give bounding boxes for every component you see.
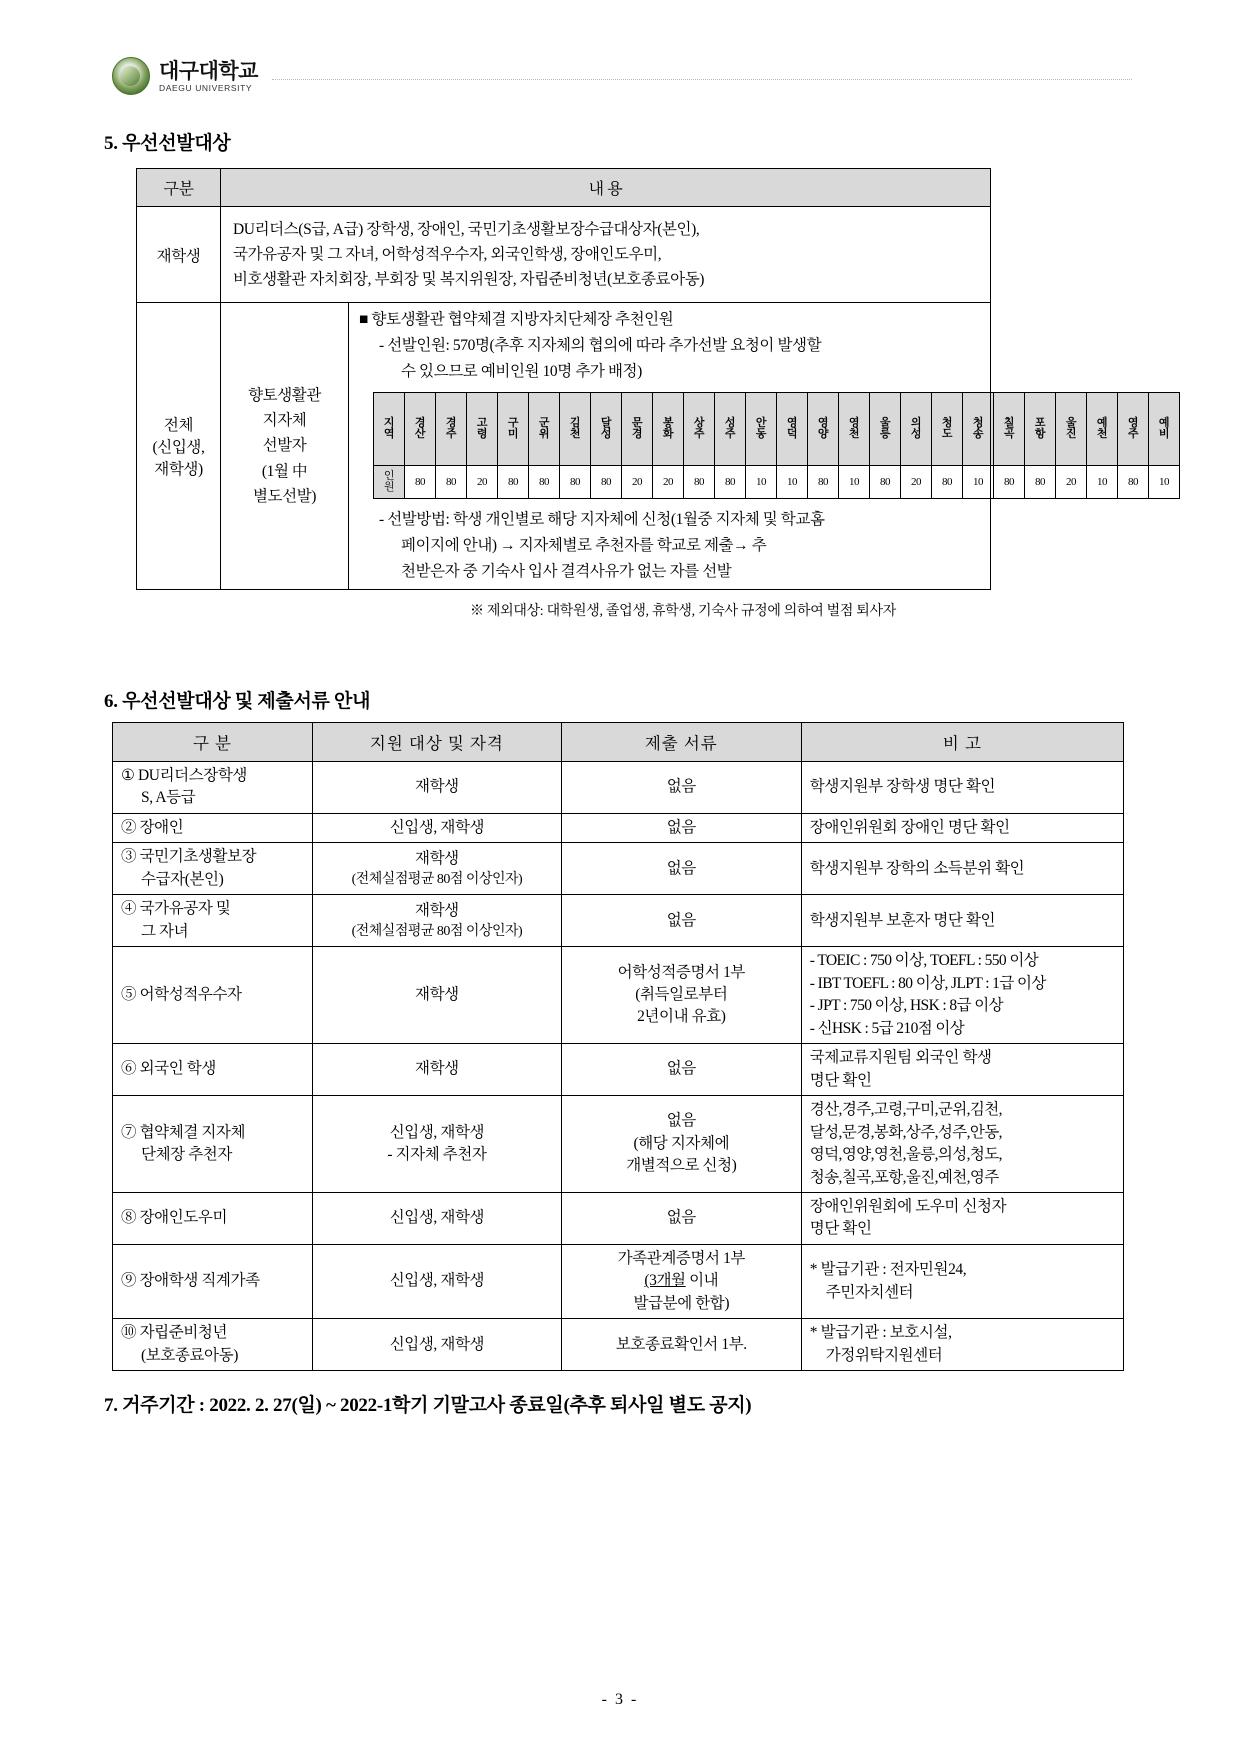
table-row [113, 947, 1124, 1044]
row-docs-2: 없음 [561, 813, 801, 842]
quota-cell: 80 [994, 466, 1025, 499]
sublabel-line-4: (1월 中 [261, 462, 308, 480]
item-text: 어학성적우수자 [139, 985, 242, 1003]
docs-line-3: 개별적으로 신청) [626, 1157, 737, 1175]
table-row [113, 1096, 1124, 1193]
quota-cell: 10 [1087, 466, 1118, 499]
quota-cell: 10 [963, 466, 994, 499]
section-5-title: 5. 우선선발대상 [104, 133, 231, 154]
selection-method-head: - 선발방법: 학생 개인별로 해당 지자체에 신청(1월중 지자체 및 학교홈 [379, 511, 825, 529]
item-text: DU리더스장학생 [137, 767, 248, 784]
enrolled-line-3: 비호생활관 자치회장, 부회장 및 복지위원장, 자립준비청년(보호종료아동) [233, 271, 705, 289]
table-row [113, 762, 1124, 814]
region-cell: 영주 [1118, 393, 1149, 466]
region-cell: 울릉 [870, 393, 901, 466]
document-header [112, 52, 1132, 100]
row-target-3 [312, 843, 561, 895]
table-header-row [137, 169, 991, 207]
region-cell: 의성 [901, 393, 932, 466]
enrolled-line-2: 국가유공자 및 그 자녀, 어학성적우수자, 외국인학생, 장애인도우미, [233, 246, 662, 264]
row-note-8 [801, 1192, 1123, 1244]
row-item-1 [113, 762, 313, 814]
row-item-2 [113, 813, 313, 842]
docs-line-2: (취득일로부터 [635, 985, 728, 1003]
item-line-1 [121, 765, 306, 787]
docs-line-1: 없음 [666, 1112, 696, 1130]
item-text: 장애인 [139, 818, 184, 836]
row-target-8: 신입생, 재학생 [312, 1192, 561, 1244]
region-cell: 청송 [963, 393, 994, 466]
selection-count-cont: 수 있으므로 예비인원 10명 추가 배정) [401, 362, 642, 380]
quota-cell: 80 [1118, 466, 1149, 499]
quota-cell: 80 [529, 466, 560, 499]
row-target-6: 재학생 [312, 1044, 561, 1096]
row-docs-4: 없음 [561, 895, 801, 947]
priority-selection-table [136, 168, 1170, 590]
row-target-9: 신입생, 재학생 [312, 1244, 561, 1318]
item-text: 자립준비청년 [139, 1324, 228, 1342]
selection-method-line-3: 천받은자 중 기숙사 입사 결격사유가 없는 자를 선발 [401, 562, 732, 580]
item-line-2: (보호종료아동) [141, 1346, 238, 1364]
row-note-6 [801, 1044, 1123, 1096]
university-name-ko: 대구대학교 [159, 58, 258, 83]
target-line-2: (전체실점평균 80점 이상인자) [351, 924, 523, 940]
row-item-6 [113, 1044, 313, 1096]
item-number: ⑧ [121, 1209, 137, 1227]
region-cell: 영양 [808, 393, 839, 466]
item-text: 국가유공자 및 [139, 900, 231, 918]
row-docs-5 [561, 947, 801, 1044]
quota-cell: 10 [777, 466, 808, 499]
bullet-selection-method [357, 507, 982, 584]
quota-cell: 20 [622, 466, 653, 499]
target-line-1: 재학생 [415, 901, 459, 919]
docs-line-2-underlined: (3개월 [644, 1272, 686, 1290]
region-cell: 울진 [1056, 393, 1087, 466]
region-cell: 청도 [932, 393, 963, 466]
row-docs-10: 보호종료확인서 1부. [561, 1319, 801, 1371]
item-number: ⑥ [121, 1060, 137, 1078]
col-header-eligibility: 지원 대상 및 자격 [312, 723, 561, 762]
quota-cell: 10 [1149, 466, 1180, 499]
row-note-3: 학생지원부 장학의 소득분위 확인 [801, 843, 1123, 895]
region-cell: 경산 [405, 393, 436, 466]
quota-cell: 10 [839, 466, 870, 499]
region-cell: 봉화 [653, 393, 684, 466]
row-docs-6: 없음 [561, 1044, 801, 1096]
row-note-7 [801, 1096, 1123, 1193]
note-line-1: 경산,경주,고령,구미,군위,김천, [809, 1101, 1002, 1119]
table-row [113, 843, 1124, 895]
table-row-all [137, 303, 991, 589]
note-line-3: - JPT : 750 이상, HSK : 8급 이상 [809, 997, 1003, 1015]
region-cell: 포항 [1025, 393, 1056, 466]
table-row [113, 1244, 1124, 1318]
docs-line-3: 2년이내 유효) [637, 1008, 726, 1026]
page-number: - 3 - [601, 1691, 639, 1708]
row-docs-3: 없음 [561, 843, 801, 895]
university-name-en: DAEGU UNIVERSITY [159, 82, 253, 93]
quota-cell: 20 [653, 466, 684, 499]
section-7-title: 7. 거주기간 : 2022. 2. 27(일) ~ 2022-1학기 기말고사 종료일(추후 퇴사일 별도 공지) [104, 1395, 752, 1416]
row-target-5: 재학생 [312, 947, 561, 1044]
item-text: 외국인 학생 [139, 1060, 216, 1078]
sublabel-line-1: 향토생활관 [248, 387, 321, 405]
target-line-1: 재학생 [415, 849, 459, 867]
item-line-2: 단체장 추천자 [141, 1146, 232, 1164]
col-header-documents: 제출 서류 [561, 723, 801, 762]
row-label-all [137, 303, 221, 589]
region-cell: 경주 [436, 393, 467, 466]
region-cell: 성주 [715, 393, 746, 466]
table-row [113, 813, 1124, 842]
region-cell: 안동 [746, 393, 777, 466]
row-item-4 [113, 895, 313, 947]
item-line-1 [121, 1207, 306, 1229]
item-line-1 [121, 1322, 306, 1344]
item-number: ② [121, 818, 137, 836]
item-line-1 [121, 1270, 306, 1292]
quota-cell: 80 [715, 466, 746, 499]
quota-cell: 80 [405, 466, 436, 499]
region-cell: 예비 [1149, 393, 1180, 466]
item-number: ⑨ [121, 1272, 137, 1290]
note-line-2: 달성,문경,봉화,상주,성주,안동, [809, 1123, 1002, 1141]
row-item-7 [113, 1096, 313, 1193]
table-row-enrolled [137, 207, 991, 303]
row-target-10: 신입생, 재학생 [312, 1319, 561, 1371]
selection-method-line-2: 페이지에 안내) → 지자체별로 추천자를 학교로 제출→ 추 [401, 537, 767, 555]
university-logo-icon [112, 57, 150, 95]
row-docs-7 [561, 1096, 801, 1193]
region-cell: 영천 [839, 393, 870, 466]
region-cell: 군위 [529, 393, 560, 466]
row-item-5 [113, 947, 313, 1044]
documents-guide-table [112, 722, 1124, 1371]
docs-line-2: (해당 지자체에 [633, 1134, 730, 1152]
col-header-content: 내 용 [221, 169, 991, 207]
item-number: ⑩ [121, 1324, 137, 1342]
table-row [113, 895, 1124, 947]
quota-cell: 80 [436, 466, 467, 499]
row-docs-1: 없음 [561, 762, 801, 814]
item-line-2: S, A등급 [141, 789, 196, 807]
note-line-2: 명단 확인 [809, 1220, 872, 1238]
item-number: ④ [121, 900, 137, 918]
docs-line-1: 가족관계증명서 1부 [617, 1249, 746, 1267]
item-line-1 [121, 898, 306, 920]
region-cell: 예천 [1087, 393, 1118, 466]
docs-line-1: 어학성적증명서 1부 [617, 963, 746, 981]
row-docs-9 [561, 1244, 801, 1318]
col-header-division: 구분 [137, 169, 221, 207]
enrolled-line-1: DU리더스(S급, A급) 장학생, 장애인, 국민기초생활보장수급대상자(본인), [233, 221, 700, 238]
region-cell: 칠곡 [994, 393, 1025, 466]
docs-line-2-rest: 이내 [685, 1272, 719, 1290]
row-content-all [349, 303, 1170, 589]
item-line-1 [121, 1058, 306, 1080]
row-note-10 [801, 1319, 1123, 1371]
item-line-1 [121, 1122, 306, 1144]
col-header-division: 구 분 [113, 723, 313, 762]
row-target-2: 신입생, 재학생 [312, 813, 561, 842]
row-label-enrolled: 재학생 [137, 207, 221, 303]
region-row-header: 지역 [374, 393, 405, 466]
row-content-enrolled [221, 207, 991, 303]
row-target-1: 재학생 [312, 762, 561, 814]
section-5-exclusion-note: ※ 제외대상: 대학원생, 졸업생, 휴학생, 기숙사 규정에 의하여 벌점 퇴사자 [470, 604, 896, 619]
bullet-selection-count [357, 333, 982, 384]
item-line-1 [121, 984, 306, 1006]
row-docs-8: 없음 [561, 1192, 801, 1244]
row-item-9 [113, 1244, 313, 1318]
note-line-2: 가정위탁지원센터 [825, 1346, 943, 1364]
region-cell: 구미 [498, 393, 529, 466]
table-row [113, 1044, 1124, 1096]
row-item-3 [113, 843, 313, 895]
docs-line-3: 발급분에 한합) [633, 1294, 730, 1312]
row-label-all-line-3: 재학생) [154, 460, 203, 478]
item-line-2: 그 자녀 [141, 922, 189, 940]
region-quota-table [373, 392, 1180, 499]
quota-cell: 80 [870, 466, 901, 499]
quota-cell: 80 [1025, 466, 1056, 499]
item-number: ① [121, 767, 135, 784]
row-target-7 [312, 1096, 561, 1193]
region-cell: 영덕 [777, 393, 808, 466]
item-number: ⑤ [121, 985, 137, 1003]
quota-row [374, 466, 1180, 499]
region-cell: 문경 [622, 393, 653, 466]
target-line-2: - 지자체 추천자 [387, 1146, 487, 1164]
quota-cell: 80 [498, 466, 529, 499]
item-line-2: 수급자(본인) [141, 870, 224, 888]
item-number: ⑦ [121, 1123, 137, 1141]
item-number: ③ [121, 848, 137, 866]
item-text: 협약체결 지자체 [139, 1123, 246, 1141]
table-row [113, 1192, 1124, 1244]
sublabel-line-2: 지자체 [262, 412, 307, 430]
row-note-1: 학생지원부 장학생 명단 확인 [801, 762, 1123, 814]
target-line-2: (전체실점평균 80점 이상인자) [351, 872, 523, 888]
note-line-1: * 발급기관 : 보호시설, [809, 1324, 952, 1342]
selection-count-head: - 선발인원: 570명(추후 지자체의 협의에 따라 추가선발 요청이 발생할 [379, 337, 822, 355]
row-note-4: 학생지원부 보훈자 명단 확인 [801, 895, 1123, 947]
item-text: 장애인도우미 [139, 1209, 228, 1227]
col-header-remarks: 비 고 [801, 723, 1123, 762]
quota-cell: 80 [560, 466, 591, 499]
row-target-4 [312, 895, 561, 947]
item-line-1 [121, 846, 306, 868]
note-line-1: - TOEIC : 750 이상, TOEFL : 550 이상 [809, 952, 1039, 970]
row-note-2: 장애인위원회 장애인 명단 확인 [801, 813, 1123, 842]
quota-cell: 10 [746, 466, 777, 499]
target-line-1: 신입생, 재학생 [389, 1123, 485, 1141]
row-label-all-line-1: 전체 [163, 416, 194, 434]
note-line-3: 영덕,영양,영천,울릉,의성,청도, [809, 1146, 1002, 1164]
docs-line-2 [568, 1270, 795, 1292]
note-line-2: 명단 확인 [809, 1071, 872, 1089]
item-line-1 [121, 817, 306, 839]
row-item-10 [113, 1319, 313, 1371]
quota-cell: 80 [591, 466, 622, 499]
region-cell: 달성 [591, 393, 622, 466]
university-logo-text [159, 60, 258, 93]
item-text: 국민기초생활보장 [139, 848, 257, 866]
table-header-row [113, 723, 1124, 762]
row-label-all-line-2: (신입생, [152, 438, 205, 456]
note-line-4: 청송,칠곡,포항,울진,예천,영주 [809, 1168, 999, 1186]
quota-cell: 80 [932, 466, 963, 499]
quota-cell: 80 [684, 466, 715, 499]
bullet-recommendation-header: ■ 향토생활관 협약체결 지방자치단체장 추천인원 [359, 311, 674, 329]
note-line-1: 장애인위원회에 도우미 신청자 [809, 1197, 1007, 1215]
region-cell: 상주 [684, 393, 715, 466]
item-text: 장애학생 직계가족 [139, 1272, 260, 1290]
note-line-2: - IBT TOEFL : 80 이상, JLPT : 1급 이상 [809, 974, 1046, 992]
quota-cell: 20 [467, 466, 498, 499]
region-cell: 김천 [560, 393, 591, 466]
quota-cell: 20 [901, 466, 932, 499]
note-line-1: 국제교류지원팀 외국인 학생 [809, 1049, 992, 1067]
quota-cell: 80 [808, 466, 839, 499]
region-row [374, 393, 1180, 466]
row-item-8 [113, 1192, 313, 1244]
region-cell: 고령 [467, 393, 498, 466]
row-note-5 [801, 947, 1123, 1044]
quota-row-header: 인원 [374, 466, 405, 499]
row-sublabel-local-dorm [221, 303, 349, 589]
note-line-1: * 발급기관 : 전자민원24, [809, 1261, 967, 1279]
row-note-9 [801, 1244, 1123, 1318]
note-line-4: - 신HSK : 5급 210점 이상 [809, 1019, 965, 1037]
note-line-2: 주민자치센터 [825, 1283, 914, 1301]
header-divider [272, 79, 1132, 80]
table-row [113, 1319, 1124, 1371]
section-6-title: 6. 우선선발대상 및 제출서류 안내 [104, 691, 371, 712]
sublabel-line-5: 별도선발) [252, 487, 317, 505]
quota-cell: 20 [1056, 466, 1087, 499]
sublabel-line-3: 선발자 [262, 437, 307, 455]
